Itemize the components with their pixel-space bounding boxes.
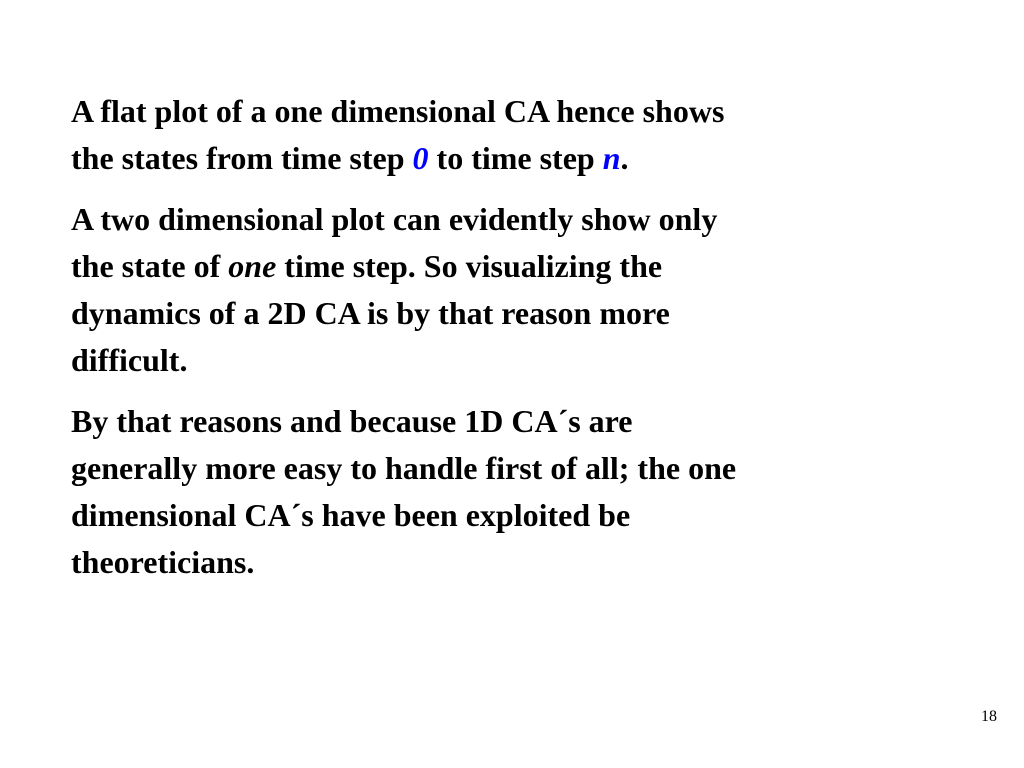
text-run: to time step — [428, 140, 603, 176]
text-run: the state of — [71, 248, 229, 284]
slide-number: 18 — [981, 708, 997, 725]
paragraph-line — [71, 135, 931, 182]
text-run: the states from time step — [71, 140, 413, 176]
time-step-n: n — [602, 140, 621, 176]
slide-body — [71, 88, 931, 600]
emphasis-one: one — [228, 248, 277, 284]
paragraph-line: generally more easy to handle first of all; the one — [71, 450, 737, 486]
paragraph-theoreticians — [71, 398, 931, 586]
paragraph-two-dimensional — [71, 196, 931, 384]
text-run: time step. So visualizing the — [276, 248, 663, 284]
paragraph-line: dimensional CA´s have been exploited be — [71, 497, 631, 533]
text-run: . — [620, 140, 629, 176]
paragraph-line: theoreticians. — [71, 544, 255, 580]
paragraph-line: By that reasons and because 1D CA´s are — [71, 403, 633, 439]
paragraph-line: A flat plot of a one dimensional CA hence shows — [71, 93, 725, 129]
time-step-zero: 0 — [412, 140, 429, 176]
paragraph-line: difficult. — [71, 342, 188, 378]
paragraph-line: dynamics of a 2D CA is by that reason more — [71, 295, 670, 331]
paragraph-flat-plot — [71, 88, 931, 182]
paragraph-line — [71, 243, 931, 290]
paragraph-line: A two dimensional plot can evidently show only — [71, 201, 718, 237]
